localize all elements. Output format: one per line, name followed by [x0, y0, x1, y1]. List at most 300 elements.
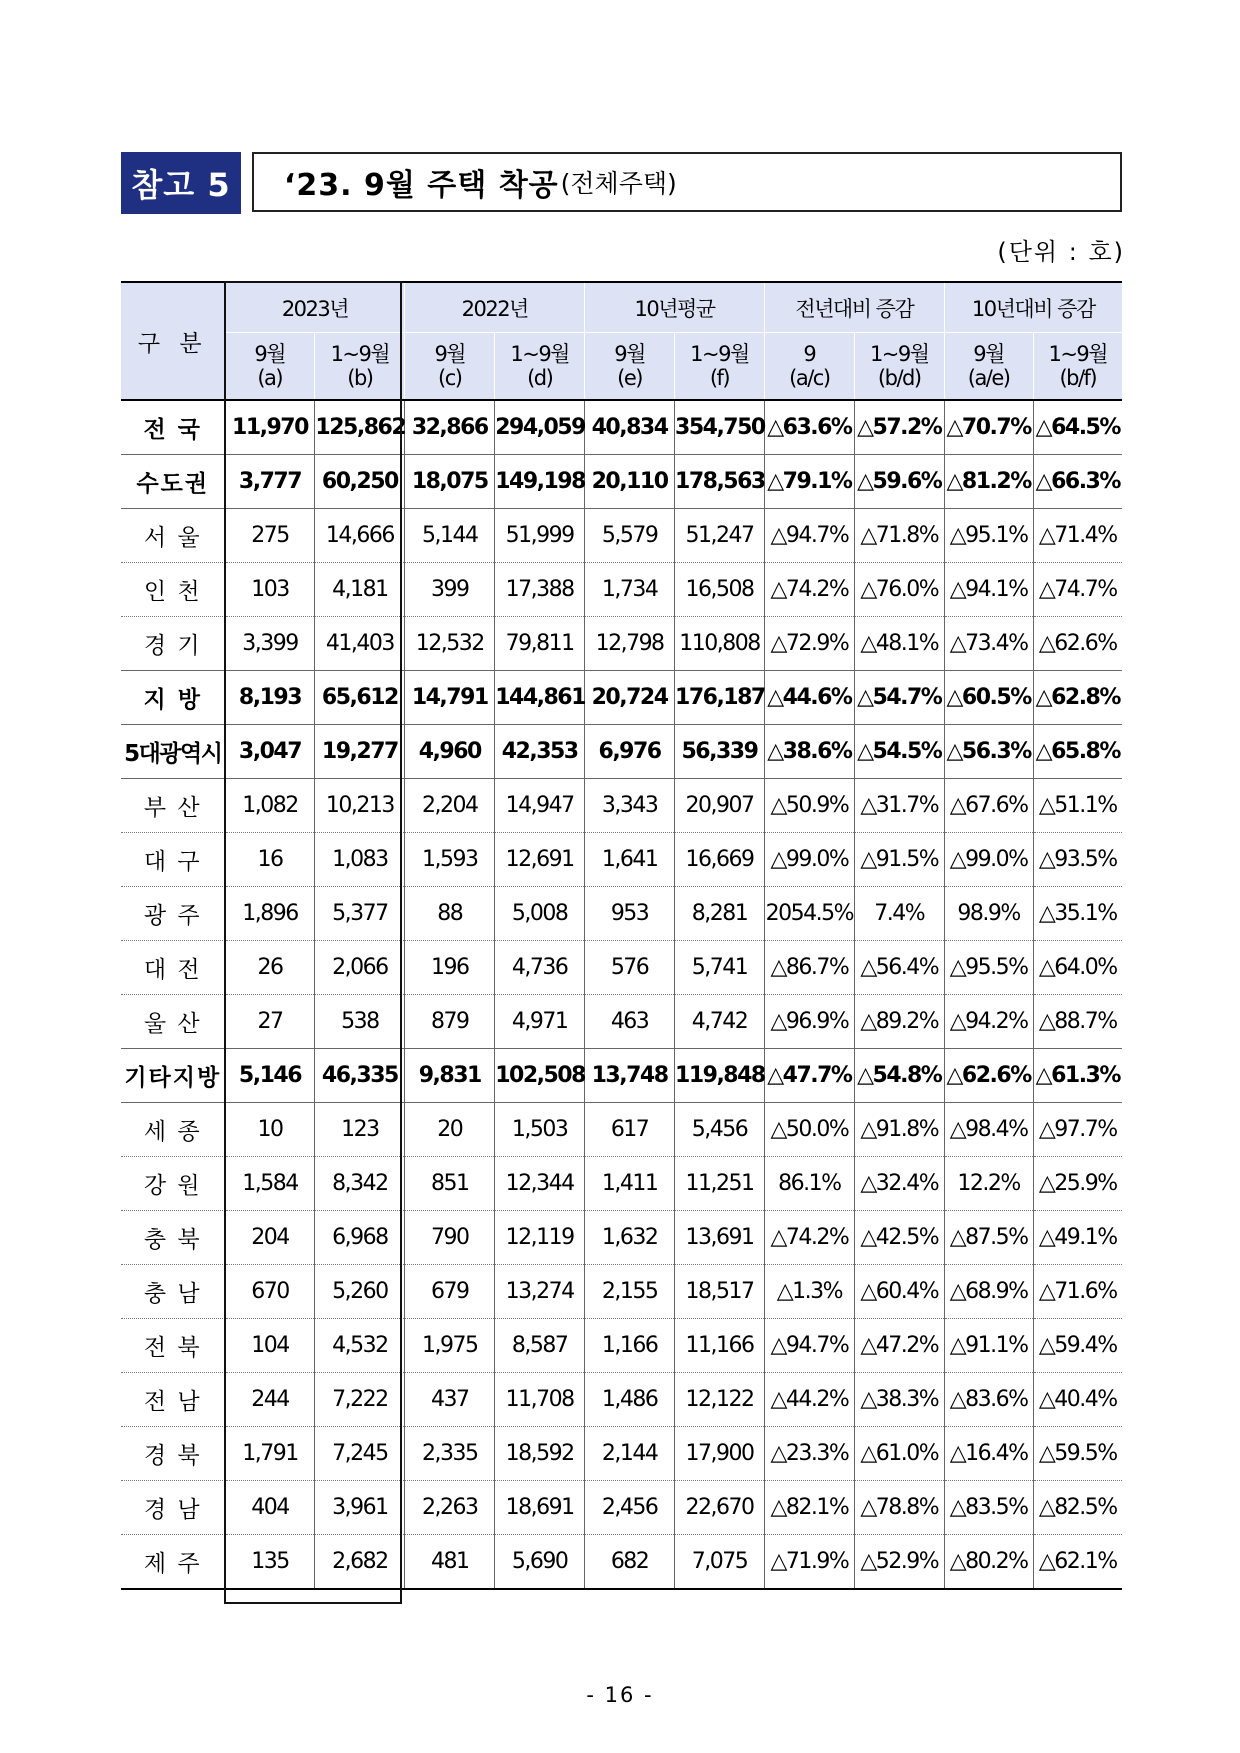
title-box — [252, 152, 1122, 212]
row-cell: 149,198 — [495, 455, 585, 509]
row-cell: △74.2% — [764, 563, 854, 617]
row-region-name: 부 산 — [143, 795, 202, 821]
row-cell: 11,708 — [495, 1373, 585, 1427]
row-cell: 9,831 — [405, 1049, 495, 1103]
row-cell: △80.2% — [944, 1535, 1033, 1590]
row-cell: 5,144 — [405, 509, 495, 563]
row-region-name: 경 남 — [143, 1497, 202, 1523]
row-cell: △93.5% — [1033, 833, 1122, 887]
table-row — [121, 1265, 1122, 1319]
table-row — [121, 617, 1122, 671]
row-cell: 5,146 — [225, 1049, 315, 1103]
row-cell: 399 — [405, 563, 495, 617]
row-cell: 1,734 — [585, 563, 675, 617]
row-cell: 2,456 — [585, 1481, 675, 1535]
row-cell: 4,181 — [315, 563, 405, 617]
row-cell: 7,075 — [675, 1535, 765, 1590]
table-row — [121, 1211, 1122, 1265]
row-cell: △70.7% — [944, 400, 1033, 455]
row-cell: △65.8% — [1033, 725, 1122, 779]
table-row — [121, 563, 1122, 617]
row-cell: 1,896 — [225, 887, 315, 941]
row-cell: 18,075 — [405, 455, 495, 509]
header-sub-col — [854, 333, 944, 401]
row-region-name: 전 북 — [143, 1335, 202, 1361]
row-cell: △51.1% — [1033, 779, 1122, 833]
row-cell: △42.5% — [854, 1211, 944, 1265]
row-cell: 16,669 — [675, 833, 765, 887]
header-sub-code: (f) — [709, 366, 730, 390]
row-cell: 3,343 — [585, 779, 675, 833]
row-cell: △52.9% — [854, 1535, 944, 1590]
row-cell: 18,592 — [495, 1427, 585, 1481]
row-cell: 1,486 — [585, 1373, 675, 1427]
housing-starts-table — [121, 281, 1122, 1590]
row-cell: 20,724 — [585, 671, 675, 725]
table-header — [121, 282, 1122, 400]
header-sub-col — [225, 333, 315, 401]
row-cell: 18,517 — [675, 1265, 765, 1319]
row-cell: 17,900 — [675, 1427, 765, 1481]
table-row — [121, 1157, 1122, 1211]
header-sub-label: 1~9월 — [1048, 342, 1108, 366]
row-cell: 125,862 — [315, 400, 405, 455]
table-row — [121, 400, 1122, 455]
row-cell: △73.4% — [944, 617, 1033, 671]
row-cell: △54.5% — [854, 725, 944, 779]
row-cell: 2,144 — [585, 1427, 675, 1481]
row-cell: 6,976 — [585, 725, 675, 779]
row-cell: △78.8% — [854, 1481, 944, 1535]
row-cell: △99.0% — [764, 833, 854, 887]
table-row — [121, 725, 1122, 779]
row-cell: 8,281 — [675, 887, 765, 941]
row-cell: △99.0% — [944, 833, 1033, 887]
row-cell: 20,110 — [585, 455, 675, 509]
row-cell: 1,082 — [225, 779, 315, 833]
row-cell: △71.9% — [764, 1535, 854, 1590]
row-cell: 879 — [405, 995, 495, 1049]
row-cell: 14,791 — [405, 671, 495, 725]
table-row — [121, 1427, 1122, 1481]
row-cell: △94.7% — [764, 1319, 854, 1373]
row-cell: △86.7% — [764, 941, 854, 995]
header-sub-code: (b) — [347, 366, 373, 390]
page-title: ‘23. 9월 주택 착공 — [284, 168, 559, 203]
row-cell: 103 — [225, 563, 315, 617]
header-sub-code: (e) — [617, 366, 642, 390]
row-cell: 3,777 — [225, 455, 315, 509]
row-cell: 123 — [315, 1103, 405, 1157]
row-cell: 1,641 — [585, 833, 675, 887]
row-cell: △60.5% — [944, 671, 1033, 725]
row-cell: △49.1% — [1033, 1211, 1122, 1265]
row-cell: △76.0% — [854, 563, 944, 617]
header-sub-code: (a/e) — [967, 366, 1010, 390]
row-cell: △88.7% — [1033, 995, 1122, 1049]
row-cell: 10,213 — [315, 779, 405, 833]
row-cell: 3,047 — [225, 725, 315, 779]
row-cell: △94.2% — [944, 995, 1033, 1049]
row-cell: 1,593 — [405, 833, 495, 887]
row-cell: 4,532 — [315, 1319, 405, 1373]
row-cell: 102,508 — [495, 1049, 585, 1103]
row-cell: 60,250 — [315, 455, 405, 509]
row-cell: 538 — [315, 995, 405, 1049]
header-sub-label: 1~9월 — [690, 342, 749, 366]
row-cell: 13,691 — [675, 1211, 765, 1265]
row-cell: △62.8% — [1033, 671, 1122, 725]
row-cell: 51,999 — [495, 509, 585, 563]
row-cell: 196 — [405, 941, 495, 995]
row-cell: △31.7% — [854, 779, 944, 833]
row-region-name: 서 울 — [143, 525, 202, 551]
row-cell: △91.8% — [854, 1103, 944, 1157]
row-cell: 5,008 — [495, 887, 585, 941]
row-region-name: 충 북 — [143, 1227, 202, 1253]
row-cell: 2,155 — [585, 1265, 675, 1319]
row-cell: 5,456 — [675, 1103, 765, 1157]
row-cell: 404 — [225, 1481, 315, 1535]
row-cell: 8,587 — [495, 1319, 585, 1373]
row-cell: △71.6% — [1033, 1265, 1122, 1319]
row-cell: △62.6% — [1033, 617, 1122, 671]
row-cell: 10 — [225, 1103, 315, 1157]
row-cell: 7,245 — [315, 1427, 405, 1481]
row-cell: 14,666 — [315, 509, 405, 563]
row-cell: 20,907 — [675, 779, 765, 833]
row-region-name: 강 원 — [143, 1173, 202, 1199]
table-row — [121, 779, 1122, 833]
row-cell: 790 — [405, 1211, 495, 1265]
row-cell: 5,741 — [675, 941, 765, 995]
row-cell: △83.5% — [944, 1481, 1033, 1535]
row-region-name: 울 산 — [143, 1011, 202, 1037]
row-cell: 1,791 — [225, 1427, 315, 1481]
row-cell: 5,377 — [315, 887, 405, 941]
row-cell: △57.2% — [854, 400, 944, 455]
row-cell: 12.2% — [944, 1157, 1033, 1211]
row-cell: 178,563 — [675, 455, 765, 509]
row-cell: 11,251 — [675, 1157, 765, 1211]
row-cell: 4,960 — [405, 725, 495, 779]
row-cell: 12,119 — [495, 1211, 585, 1265]
row-cell: △74.2% — [764, 1211, 854, 1265]
row-cell: 41,403 — [315, 617, 405, 671]
row-region-name: 경 북 — [143, 1443, 202, 1469]
header-sub-label: 1~9월 — [330, 342, 390, 366]
row-cell: 13,274 — [495, 1265, 585, 1319]
table-row — [121, 1103, 1122, 1157]
row-cell: △38.6% — [764, 725, 854, 779]
row-cell: △38.3% — [854, 1373, 944, 1427]
header-region: 구 분 — [121, 282, 225, 400]
header-group-10yr-avg: 10년평균 — [585, 282, 765, 333]
row-cell: 104 — [225, 1319, 315, 1373]
row-cell: 18,691 — [495, 1481, 585, 1535]
row-cell: △71.8% — [854, 509, 944, 563]
row-cell: 8,342 — [315, 1157, 405, 1211]
header-sub-label: 9월 — [614, 342, 645, 366]
table-row — [121, 1535, 1122, 1590]
row-cell: 3,961 — [315, 1481, 405, 1535]
table-row — [121, 941, 1122, 995]
row-cell: △63.6% — [764, 400, 854, 455]
row-cell: 7.4% — [854, 887, 944, 941]
row-cell: 56,339 — [675, 725, 765, 779]
table-row — [121, 509, 1122, 563]
row-cell: △32.4% — [854, 1157, 944, 1211]
row-cell: △82.1% — [764, 1481, 854, 1535]
row-cell: △74.7% — [1033, 563, 1122, 617]
row-cell: △50.0% — [764, 1103, 854, 1157]
row-cell: 204 — [225, 1211, 315, 1265]
header-sub-label: 9월 — [254, 342, 286, 366]
row-region-name: 5대광역시 — [124, 741, 222, 767]
row-cell: 32,866 — [405, 400, 495, 455]
row-cell: 20 — [405, 1103, 495, 1157]
row-cell: 4,736 — [495, 941, 585, 995]
row-cell: 2,204 — [405, 779, 495, 833]
row-cell: 22,670 — [675, 1481, 765, 1535]
header-sub-col — [944, 333, 1033, 401]
row-cell: △56.3% — [944, 725, 1033, 779]
row-cell: 176,187 — [675, 671, 765, 725]
row-cell: 682 — [585, 1535, 675, 1590]
row-cell: 8,193 — [225, 671, 315, 725]
row-cell: 26 — [225, 941, 315, 995]
row-cell: 275 — [225, 509, 315, 563]
row-cell: 5,260 — [315, 1265, 405, 1319]
row-cell: 4,742 — [675, 995, 765, 1049]
header-group-yoy: 전년대비 증감 — [764, 282, 944, 333]
row-cell: 1,632 — [585, 1211, 675, 1265]
row-cell: △54.8% — [854, 1049, 944, 1103]
row-region-name: 경 기 — [143, 633, 202, 659]
row-cell: 4,971 — [495, 995, 585, 1049]
row-cell: 135 — [225, 1535, 315, 1590]
table-row — [121, 995, 1122, 1049]
page-title-sub: (전체주택) — [560, 169, 677, 198]
row-region-name: 대 전 — [143, 957, 202, 983]
row-cell: △1.3% — [764, 1265, 854, 1319]
row-cell: △44.6% — [764, 671, 854, 725]
row-cell: 13,748 — [585, 1049, 675, 1103]
header-sub-col — [405, 333, 495, 401]
row-cell: △59.4% — [1033, 1319, 1122, 1373]
row-cell: 437 — [405, 1373, 495, 1427]
row-cell: △56.4% — [854, 941, 944, 995]
row-cell: 12,798 — [585, 617, 675, 671]
row-cell: △44.2% — [764, 1373, 854, 1427]
row-region-name: 수도권 — [136, 471, 210, 497]
row-cell: 5,579 — [585, 509, 675, 563]
header-sub-col — [495, 333, 585, 401]
header-sub-col — [315, 333, 405, 401]
row-cell: △47.7% — [764, 1049, 854, 1103]
header-sub-code: (b/f) — [1059, 366, 1097, 390]
row-region-name: 대 구 — [143, 849, 202, 875]
header-sub-code: (a) — [257, 366, 283, 390]
row-cell: 16,508 — [675, 563, 765, 617]
header-sub-code: (a/c) — [789, 366, 830, 390]
row-cell: △60.4% — [854, 1265, 944, 1319]
row-cell: 12,344 — [495, 1157, 585, 1211]
row-cell: △35.1% — [1033, 887, 1122, 941]
row-cell: 14,947 — [495, 779, 585, 833]
row-cell: △91.1% — [944, 1319, 1033, 1373]
unit-note: (단위 : 호) — [997, 238, 1125, 266]
table-row — [121, 887, 1122, 941]
page-number: - 16 - — [586, 1683, 654, 1707]
row-cell: 2,682 — [315, 1535, 405, 1590]
reference-label: 참고 5 — [121, 152, 241, 214]
row-cell: △87.5% — [944, 1211, 1033, 1265]
row-cell: 670 — [225, 1265, 315, 1319]
row-region-name: 전 국 — [143, 417, 202, 443]
row-region-name: 충 남 — [143, 1281, 202, 1307]
header-sub-label: 1~9월 — [510, 342, 569, 366]
row-cell: △50.9% — [764, 779, 854, 833]
row-cell: 2,066 — [315, 941, 405, 995]
row-cell: 88 — [405, 887, 495, 941]
header-sub-code: (d) — [527, 366, 553, 390]
row-cell: 3,399 — [225, 617, 315, 671]
row-cell: 12,122 — [675, 1373, 765, 1427]
row-cell: △94.7% — [764, 509, 854, 563]
header-sub-col — [764, 333, 854, 401]
header-sub-label: 9 — [803, 342, 816, 366]
header-sub-code: (b/d) — [877, 366, 921, 390]
row-cell: 2054.5% — [764, 887, 854, 941]
row-cell: 7,222 — [315, 1373, 405, 1427]
row-cell: 2,263 — [405, 1481, 495, 1535]
row-cell: △54.7% — [854, 671, 944, 725]
row-cell: △68.9% — [944, 1265, 1033, 1319]
row-cell: △72.9% — [764, 617, 854, 671]
row-cell: △64.0% — [1033, 941, 1122, 995]
row-cell: △62.6% — [944, 1049, 1033, 1103]
row-region-name: 전 남 — [143, 1389, 202, 1415]
row-cell: △83.6% — [944, 1373, 1033, 1427]
row-cell: 144,861 — [495, 671, 585, 725]
row-region-name: 제 주 — [143, 1551, 202, 1577]
row-cell: △47.2% — [854, 1319, 944, 1373]
row-cell: 98.9% — [944, 887, 1033, 941]
row-cell: △91.5% — [854, 833, 944, 887]
header-sub-col — [1033, 333, 1122, 401]
row-cell: 46,335 — [315, 1049, 405, 1103]
header-sub-label: 9월 — [434, 342, 466, 366]
row-cell: △82.5% — [1033, 1481, 1122, 1535]
header-group-vs-10yr: 10년대비 증감 — [944, 282, 1122, 333]
row-cell: 1,166 — [585, 1319, 675, 1373]
row-cell: 354,750 — [675, 400, 765, 455]
row-cell: △71.4% — [1033, 509, 1122, 563]
row-region-name: 세 종 — [143, 1119, 202, 1145]
row-cell: △61.0% — [854, 1427, 944, 1481]
row-cell: △94.1% — [944, 563, 1033, 617]
table-row — [121, 833, 1122, 887]
row-cell: 244 — [225, 1373, 315, 1427]
row-cell: △64.5% — [1033, 400, 1122, 455]
row-cell: △25.9% — [1033, 1157, 1122, 1211]
row-cell: 19,277 — [315, 725, 405, 779]
row-region-name: 기타지방 — [124, 1065, 222, 1091]
row-cell: 463 — [585, 995, 675, 1049]
row-cell: △59.6% — [854, 455, 944, 509]
row-cell: 27 — [225, 995, 315, 1049]
header-sub-code: (c) — [438, 366, 462, 390]
row-cell: △16.4% — [944, 1427, 1033, 1481]
header-sub-label: 9월 — [973, 342, 1004, 366]
row-cell: 679 — [405, 1265, 495, 1319]
row-cell: 12,691 — [495, 833, 585, 887]
row-cell: 16 — [225, 833, 315, 887]
row-cell: △81.2% — [944, 455, 1033, 509]
row-cell: △61.3% — [1033, 1049, 1122, 1103]
row-cell: △98.4% — [944, 1103, 1033, 1157]
table-row — [121, 671, 1122, 725]
row-region-name: 인 천 — [143, 579, 202, 605]
row-cell: 1,411 — [585, 1157, 675, 1211]
table-row — [121, 1481, 1122, 1535]
row-cell: 40,834 — [585, 400, 675, 455]
header-group-2022: 2022년 — [405, 282, 585, 333]
row-cell: 119,848 — [675, 1049, 765, 1103]
row-cell: 617 — [585, 1103, 675, 1157]
row-cell: △59.5% — [1033, 1427, 1122, 1481]
row-cell: 953 — [585, 887, 675, 941]
row-region-name: 지 방 — [143, 687, 202, 713]
row-cell: 5,690 — [495, 1535, 585, 1590]
row-cell: 17,388 — [495, 563, 585, 617]
row-cell: 851 — [405, 1157, 495, 1211]
row-cell: 6,968 — [315, 1211, 405, 1265]
row-cell: 294,059 — [495, 400, 585, 455]
table-row — [121, 1373, 1122, 1427]
header-group-2023: 2023년 — [225, 282, 405, 333]
row-cell: △95.1% — [944, 509, 1033, 563]
row-cell: △23.3% — [764, 1427, 854, 1481]
row-cell: 79,811 — [495, 617, 585, 671]
header-sub-col — [675, 333, 765, 401]
row-cell: △67.6% — [944, 779, 1033, 833]
table-row — [121, 1049, 1122, 1103]
row-cell: 110,808 — [675, 617, 765, 671]
row-cell: 576 — [585, 941, 675, 995]
row-cell: △62.1% — [1033, 1535, 1122, 1590]
row-cell: 65,612 — [315, 671, 405, 725]
table-row — [121, 455, 1122, 509]
table-row — [121, 1319, 1122, 1373]
row-cell: 1,975 — [405, 1319, 495, 1373]
row-cell: 1,083 — [315, 833, 405, 887]
row-cell: 51,247 — [675, 509, 765, 563]
row-region-name: 광 주 — [143, 903, 202, 929]
row-cell: 11,166 — [675, 1319, 765, 1373]
row-cell: △95.5% — [944, 941, 1033, 995]
row-cell: △66.3% — [1033, 455, 1122, 509]
row-cell: 481 — [405, 1535, 495, 1590]
row-cell: △79.1% — [764, 455, 854, 509]
row-cell: 2,335 — [405, 1427, 495, 1481]
row-cell: 1,503 — [495, 1103, 585, 1157]
row-cell: 12,532 — [405, 617, 495, 671]
row-cell: △40.4% — [1033, 1373, 1122, 1427]
row-cell: △96.9% — [764, 995, 854, 1049]
row-cell: 1,584 — [225, 1157, 315, 1211]
